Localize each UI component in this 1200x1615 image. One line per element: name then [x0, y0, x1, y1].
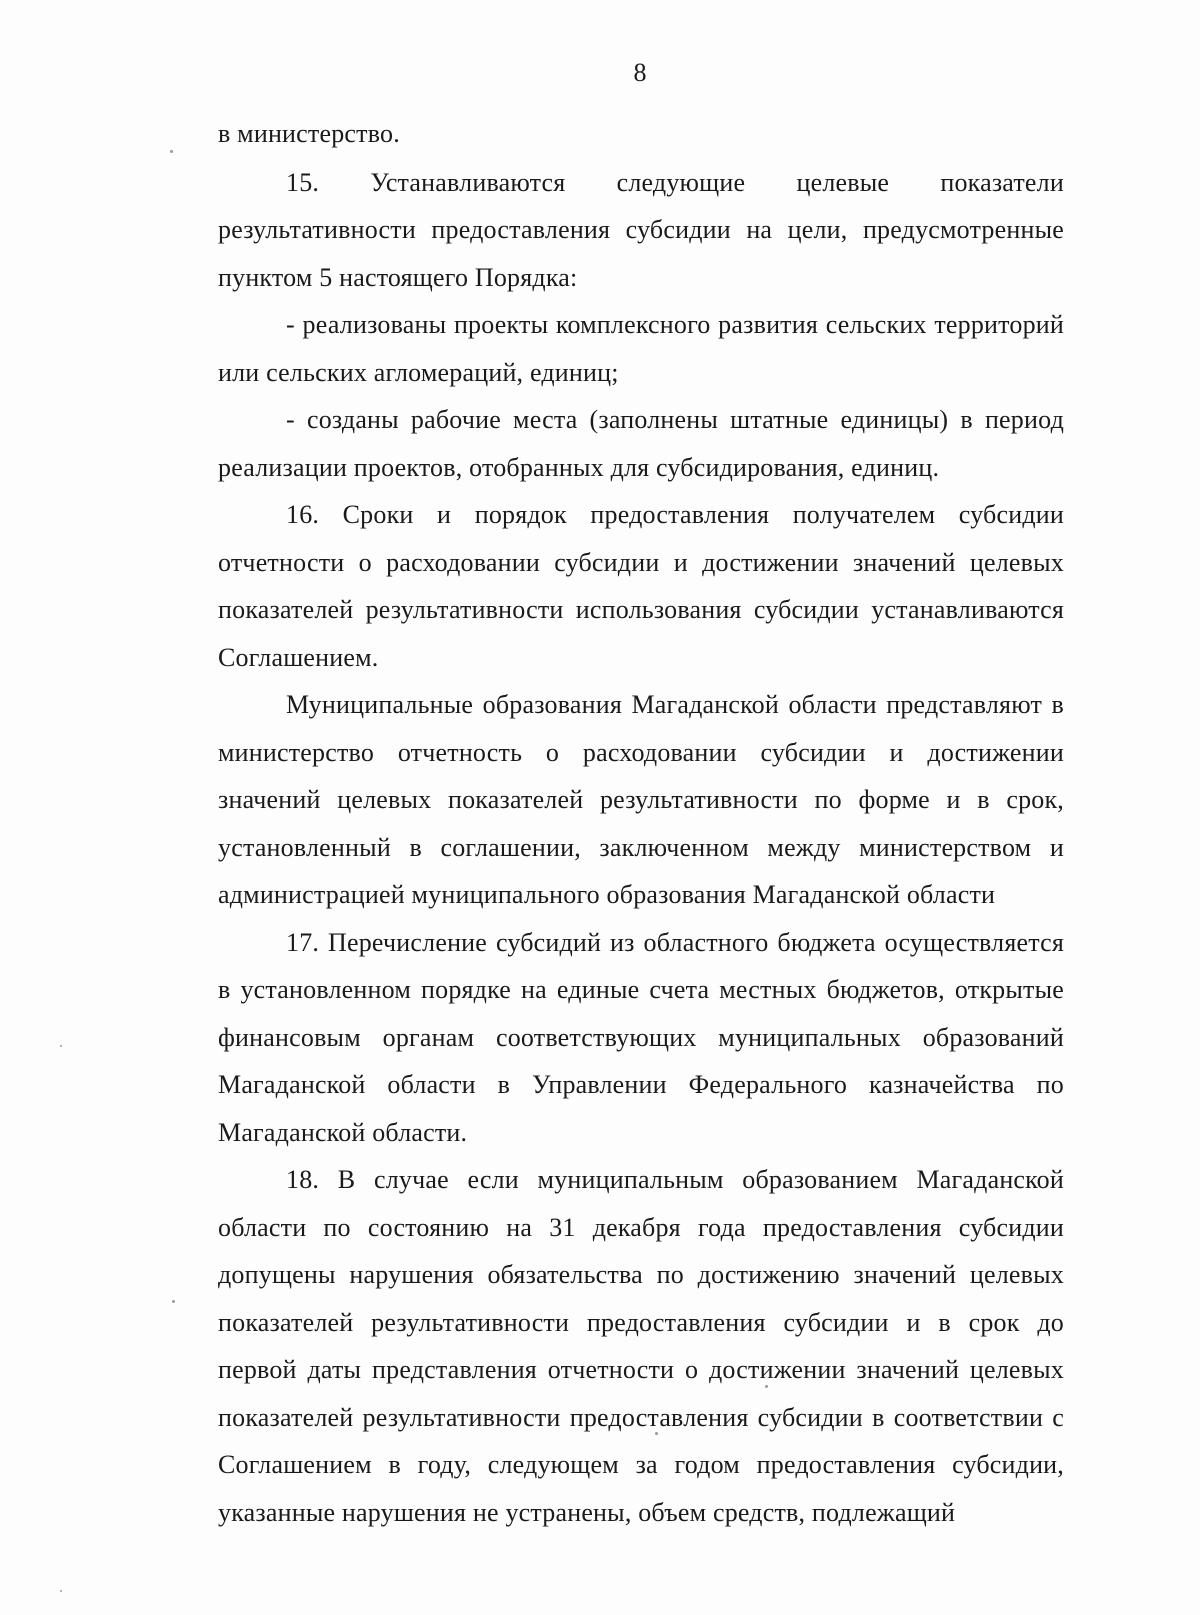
bullet-jobs: - созданы рабочие места (заполнены штатные единицы) в период реализации проектов, отобранных для субсидирования, единиц. [218, 405, 1064, 482]
scan-speck [765, 1385, 768, 1388]
paragraph-16-municipal: Муниципальные образования Магаданской области представляют в министерство отчетность о расходовании субсидии и достижении значений целевых показателей результативности по форме и в срок, установленный в соглашении, заключенном между министерством и администрацией муниципального образования Магаданской области [218, 690, 1064, 909]
scan-speck [655, 1432, 658, 1435]
paragraph-18: 18. В случае если муниципальным образованием Магаданской области по состоянию на 31 декабря года предоставления субсидии допущены нарушения обязательства по достижению значений целевых показателей результативности предоставления субсидии и в срок до первой даты представления отчетности о достижении значений целевых показателей результативности предоставления субсидии в соответствии с Соглашением в году, следующем за годом предоставления субсидии, указанные нарушения не устранены, объем средств, подлежащий [218, 1165, 1064, 1527]
paragraph-16: 16. Сроки и порядок предоставления получателем субсидии отчетности о расходовании субсидии и достижении значений целевых показателей результативности использования субсидии устанавливаются Соглашением. [218, 500, 1064, 672]
paragraph-17: 17. Перечисление субсидий из областного бюджета осуществляется в установленном порядке на единые счета местных бюджетов, открытые финансовым органам соответствующих муниципальных образований Магаданской области в Управлении Федерального казначейства по Магаданской области. [218, 927, 1064, 1147]
paragraph-continuation: в министерство. [218, 119, 400, 148]
scan-speck [60, 1590, 62, 1592]
scan-speck [170, 150, 173, 153]
bullet-projects: - реализованы проекты комплексного развития сельских территорий или сельских агломераций, единиц; [218, 310, 1064, 387]
paragraph-15-word-2: следующие [616, 167, 746, 197]
paragraph-15-word-3: целевые [796, 167, 890, 197]
scan-speck [172, 1300, 175, 1303]
page-number: 8 [633, 58, 647, 87]
paragraph-15-word-4: показатели [940, 167, 1064, 197]
scan-speck [60, 1045, 62, 1047]
paragraph-15 [218, 159, 1064, 302]
paragraph-15-rest: результативности предоставления субсидии на цели, предусмотренные пунктом 5 настоящего Порядка: [218, 215, 1064, 292]
paragraph-15-number: 15. [286, 167, 320, 197]
paragraph-15-first-line [218, 159, 1064, 207]
document-body [218, 110, 1064, 1536]
paragraph-15-word-1: Устанавливаются [370, 167, 566, 197]
